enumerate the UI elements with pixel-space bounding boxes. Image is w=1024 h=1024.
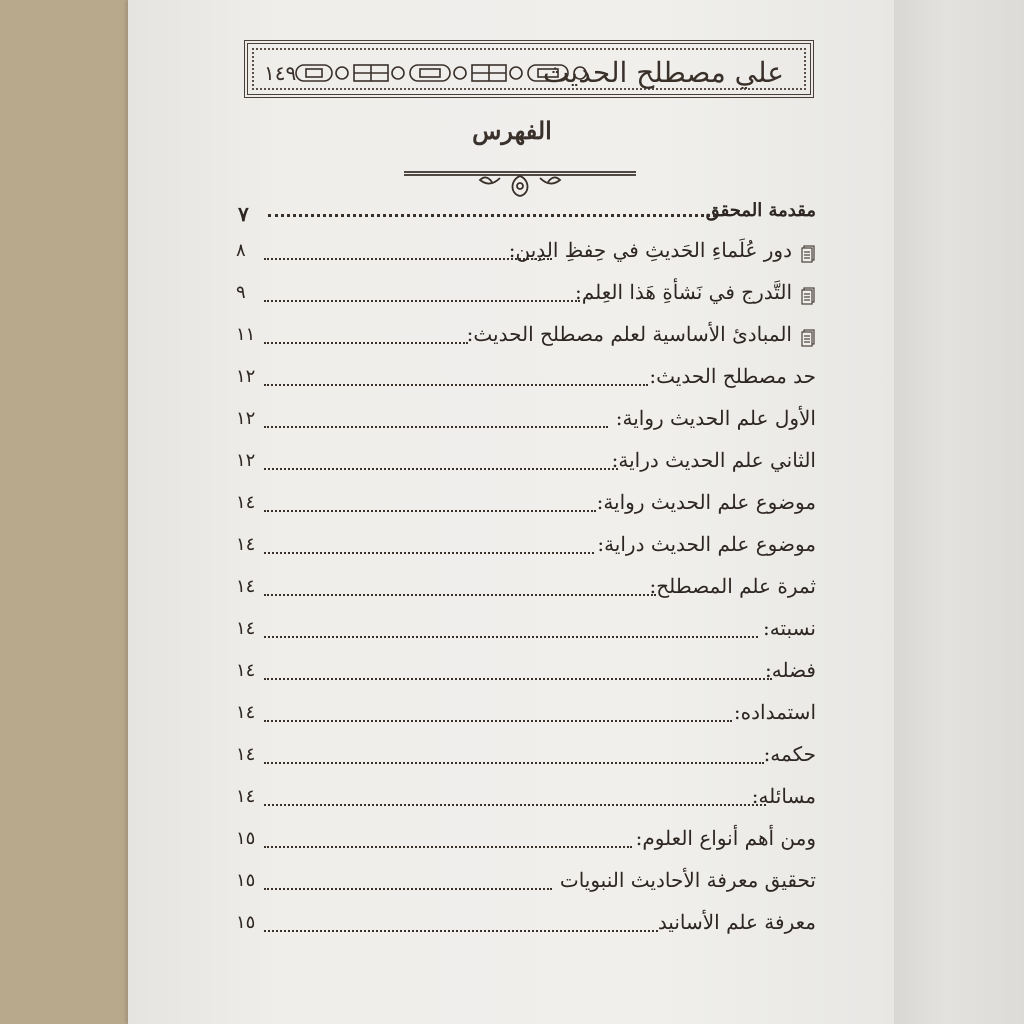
toc-entry-page: ١٢ — [236, 366, 256, 387]
toc-entry-label: مسائله: — [751, 784, 816, 808]
toc-entry[interactable] — [236, 446, 816, 486]
toc-entry[interactable] — [236, 866, 816, 906]
intro-entry[interactable] — [238, 200, 816, 230]
leader-dots — [264, 844, 632, 848]
leader-dots — [264, 634, 758, 638]
toc-entry[interactable] — [236, 278, 816, 318]
leader-dots — [264, 928, 658, 932]
leader-dots — [264, 340, 468, 344]
leader-dots — [264, 802, 766, 806]
toc-entry-label: فضله: — [765, 658, 816, 682]
toc-entry-label: الأول علم الحديث رواية: — [615, 406, 816, 430]
toc-entry[interactable] — [236, 656, 816, 696]
toc-entry-page: ١١ — [236, 324, 256, 345]
leader-dots — [264, 508, 596, 512]
toc-entry[interactable] — [236, 782, 816, 822]
ornamental-divider-icon — [404, 164, 636, 198]
toc-entry-label: الثاني علم الحديث دراية: — [611, 448, 816, 472]
toc-entry-page: ١٥ — [236, 870, 256, 891]
page-edge — [894, 0, 1024, 1024]
toc-entry-page: ١٤ — [236, 492, 256, 513]
toc-entry[interactable] — [236, 362, 816, 402]
toc-entry[interactable] — [236, 320, 816, 360]
leader-dots — [268, 204, 716, 217]
book-icon — [800, 244, 816, 264]
toc-entry-label: المبادئ الأساسية لعلم مصطلح الحديث: — [466, 322, 792, 346]
toc-entry[interactable] — [236, 236, 816, 276]
intro-label: مقدمة المحقق — [705, 200, 816, 221]
leader-dots — [264, 718, 732, 722]
toc-entry-label: استمداده: — [733, 700, 816, 724]
leader-dots — [264, 886, 552, 890]
toc-entry-label: تحقيق معرفة الأحاديث النبويات — [559, 868, 816, 892]
leader-dots — [264, 592, 656, 596]
toc-entry-page: ١٥ — [236, 912, 256, 933]
toc-entry-label: حكمه: — [763, 742, 816, 766]
toc-entry-page: ١٢ — [236, 450, 256, 471]
toc-entry-page: ١٤ — [236, 534, 256, 555]
header-page-number: ١٤٩ — [264, 61, 297, 85]
toc-entry-page: ١٤ — [236, 744, 256, 765]
toc-entry-label: التَّدرج في نَشأةِ هَذا العِلم: — [575, 280, 792, 304]
toc-entry[interactable] — [236, 740, 816, 780]
toc-entry-page: ١٥ — [236, 828, 256, 849]
toc-entry-label: موضوع علم الحديث دراية: — [597, 532, 816, 556]
toc-entry-page: ١٤ — [236, 618, 256, 639]
toc-entry-label: نسبته: — [763, 616, 816, 640]
leader-dots — [264, 298, 580, 302]
leader-dots — [264, 466, 618, 470]
intro-page: ٧ — [238, 202, 249, 226]
toc-entry-page: ١٢ — [236, 408, 256, 429]
toc-entry[interactable] — [236, 824, 816, 864]
ornament-strip-icon — [294, 62, 594, 84]
leader-dots — [264, 550, 594, 554]
toc-entry[interactable] — [236, 908, 816, 948]
leader-dots — [264, 382, 648, 386]
toc-entry[interactable] — [236, 698, 816, 738]
toc-entry-label: حد مصطلح الحديث: — [649, 364, 816, 388]
toc-entry-label: ثمرة علم المصطلح: — [649, 574, 816, 598]
toc-entry-label: معرفة علم الأسانيد — [657, 910, 816, 934]
book-icon — [800, 328, 816, 348]
toc-entry-page: ٨ — [236, 240, 246, 261]
leader-dots — [264, 676, 772, 680]
toc-entry-page: ١٤ — [236, 660, 256, 681]
toc-entry[interactable] — [236, 404, 816, 444]
running-header — [244, 40, 814, 98]
toc-entry-label: ومن أهم أنواع العلوم: — [635, 826, 816, 850]
book-icon — [800, 286, 816, 306]
toc-entry-page: ١٤ — [236, 786, 256, 807]
toc-entry-label: دور عُلَماءِ الحَديثِ في حِفظِ الدِين: — [508, 238, 792, 262]
toc-entry-page: ٩ — [236, 282, 246, 303]
leader-dots — [264, 760, 764, 764]
toc-entry[interactable] — [236, 530, 816, 570]
leader-dots — [264, 424, 608, 428]
leader-dots — [264, 256, 552, 260]
toc-entry-page: ١٤ — [236, 702, 256, 723]
header-title: علي مصطلح الحديث — [542, 56, 784, 89]
toc-entry-label: موضوع علم الحديث رواية: — [596, 490, 816, 514]
toc-entry[interactable] — [236, 488, 816, 528]
toc-entry[interactable] — [236, 614, 816, 654]
page-title: الفهرس — [472, 116, 552, 145]
header-border — [252, 48, 806, 90]
toc-entry[interactable] — [236, 572, 816, 612]
toc-entry-page: ١٤ — [236, 576, 256, 597]
